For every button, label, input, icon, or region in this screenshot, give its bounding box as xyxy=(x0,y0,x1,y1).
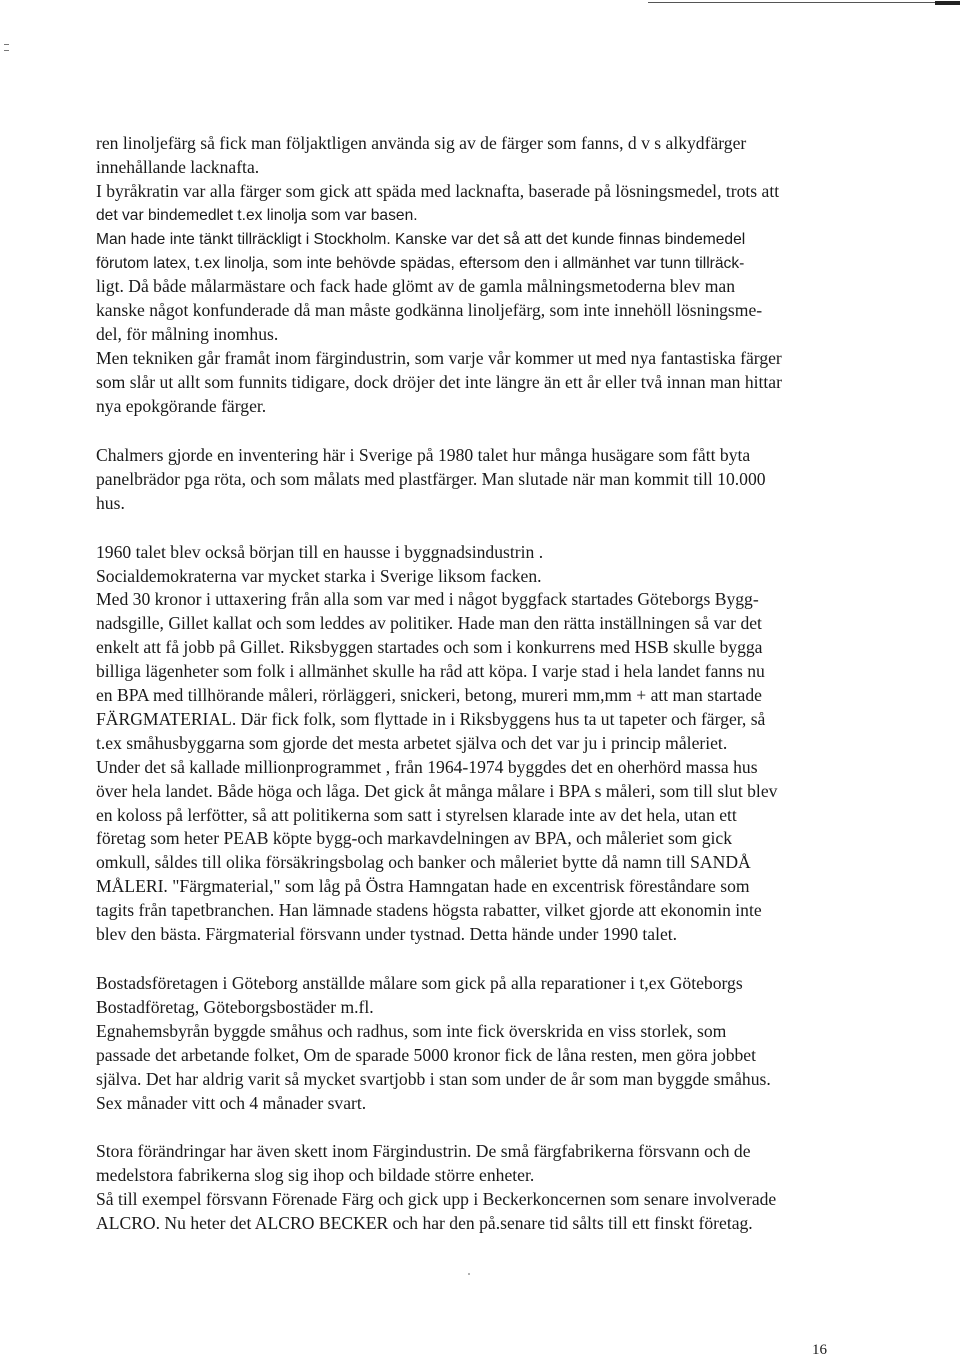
text-line: hus. xyxy=(96,492,125,513)
text-line: en koloss på lerfötter, så att politikerna som satt i styrelsen klarade inte av det hela, utan ett xyxy=(96,804,737,825)
text-line: billiga lägenheter som folk i allmänhet skulle ha råd att köpa. I varje stad i hela landet fanns nu xyxy=(96,661,765,682)
text-line: Men tekniken går framåt inom färgindustrin, som varje vår kommer ut med nya fantastiska färger xyxy=(96,348,782,369)
text-line: medelstora fabrikerna slog sig ihop och bildade större enheter. xyxy=(96,1165,535,1186)
text-line: förutom latex, t.ex linolja, som inte behövde spädas, eftersom den i allmänhet var tunn tillräck- xyxy=(96,254,745,272)
text-line: Så till exempel försvann Förenade Färg och gick upp i Beckerkoncernen som senare involverade xyxy=(96,1189,777,1210)
paragraph-gap xyxy=(96,419,876,444)
paragraph-gap xyxy=(96,947,876,972)
paragraph-5 xyxy=(96,1140,876,1236)
scan-margin-tick xyxy=(4,50,9,51)
text-line: omkull, såldes till olika försäkringsbolag och banker och måleriet bytte då namn till SANDÅ xyxy=(96,852,751,873)
text-line: blev den bästa. Färgmaterial försvann under tystnad. Detta hände under 1990 talet. xyxy=(96,924,678,945)
scan-speck xyxy=(468,1273,470,1275)
paragraph-4 xyxy=(96,972,876,1115)
text-line: själva. Det har aldrig varit så mycket svartjobb i stan som under de år som man byggde småhus. xyxy=(96,1068,771,1089)
text-line: Chalmers gjorde en inventering här i Sverige på 1980 talet hur många husägare som fått byta xyxy=(96,444,751,465)
paragraph-1 xyxy=(96,132,876,419)
text-line: innehållande lacknafta. xyxy=(96,156,260,177)
text-line: Under det så kallade millionprogrammet , från 1964-1974 byggdes det en oherhörd massa hus xyxy=(96,756,758,777)
text-line: I byråkratin var alla färger som gick att späda med lacknafta, baserade på lösningsmedel, trots att xyxy=(96,180,780,201)
text-line: Bostadföretag, Göteborgsbostäder m.fl. xyxy=(96,996,374,1017)
text-line: enkelt att få jobb på Gillet. Riksbyggen startades och som i konkurrens med HSB skulle bygga xyxy=(96,637,763,658)
paragraph-2 xyxy=(96,444,876,516)
scan-corner-mark xyxy=(935,1,960,5)
document-body xyxy=(96,132,876,1236)
text-line: del, för målning inomhus. xyxy=(96,324,279,345)
text-line: Socialdemokraterna var mycket starka i Sverige liksom facken. xyxy=(96,565,542,586)
text-line: panelbrädor pga röta, och som målats med plastfärger. Man slutade när man kommit till 10.000 xyxy=(96,468,766,489)
text-line: Man hade inte tänkt tillräckligt i Stockholm. Kanske var det så att det kunde finnas bindemedel xyxy=(96,230,746,248)
scan-top-rule xyxy=(648,2,960,3)
text-line: 1960 talet blev också början till en hausse i byggnadsindustrin . xyxy=(96,541,544,562)
text-line: Bostadsföretagen i Göteborg anställde målare som gick på alla reparationer i t,ex Göteborgs xyxy=(96,973,743,993)
text-line: företag som heter PEAB köpte bygg-och markavdelningen av BPA, och måleriet som gick xyxy=(96,828,733,849)
text-line: Med 30 kronor i uttaxering från alla som var med i något byggfack startades Göteborgs Bygg- xyxy=(96,589,759,610)
text-line: t.ex småhusbyggarna som gjorde det mesta arbetet själva och det var ju i princip måleriet. xyxy=(96,732,728,753)
text-line: Stora förändringar har även skett inom Färgindustrin. De små färgfabrikerna försvann och de xyxy=(96,1141,751,1162)
text-line: MÅLERI. "Färgmaterial," som låg på Östra Hamngatan hade en excentrisk föreståndare som xyxy=(96,876,750,897)
text-line: FÄRGMATERIAL. Där fick folk, som flyttade in i Riksbyggens hus ta ut tapeter och färger, så xyxy=(96,708,766,729)
text-line: passade det arbetande folket, Om de sparade 5000 kronor fick de låna resten, men göra jobbet xyxy=(96,1044,757,1065)
text-line: ligt. Då både målarmästare och fack hade glömt av de gamla målningsmetoderna blev man xyxy=(96,276,736,297)
paragraph-gap xyxy=(96,516,876,541)
page-number: 16 xyxy=(812,1342,827,1358)
text-line: ALCRO. Nu heter det ALCRO BECKER och har den på.senare tid sålts till ett finskt företag. xyxy=(96,1213,753,1234)
text-line: Egnahemsbyrån byggde småhus och radhus, som inte fick överskrida en viss storlek, som xyxy=(96,1020,727,1041)
text-line: nya epokgörande färger. xyxy=(96,395,267,416)
text-line: kanske något konfunderade då man måste godkänna linoljefärg, som inte innehöll lösningsme- xyxy=(96,300,763,321)
text-line: som slår ut allt som funnits tidigare, dock dröjer det inte längre än ett år eller två innan man hittar xyxy=(96,372,782,393)
scan-margin-tick xyxy=(4,44,9,45)
text-line: över hela landet. Både höga och låga. Det gick åt många målare i BPA s måleri, som till slut blev xyxy=(96,780,778,801)
text-line: ren linoljefärg så fick man följaktligen använda sig av de färger som fanns, d v s alkydfärger xyxy=(96,133,747,153)
text-line: det var bindemedlet t.ex linolja som var basen. xyxy=(96,206,418,224)
text-line: nadsgille, Gillet kallat och som leddes av politiker. Hade man den rätta inställningen så var det xyxy=(96,613,762,634)
text-line: Sex månader vitt och 4 månader svart. xyxy=(96,1092,367,1113)
paragraph-gap xyxy=(96,1115,876,1140)
text-line: tagits från tapetbranchen. Han lämnade stadens högsta rabatter, vilket gjorde att ekonomin inte xyxy=(96,900,762,921)
text-line: en BPA med tillhörande måleri, rörläggeri, snickeri, betong, mureri mm,mm + att man startade xyxy=(96,685,762,706)
paragraph-3 xyxy=(96,541,876,947)
